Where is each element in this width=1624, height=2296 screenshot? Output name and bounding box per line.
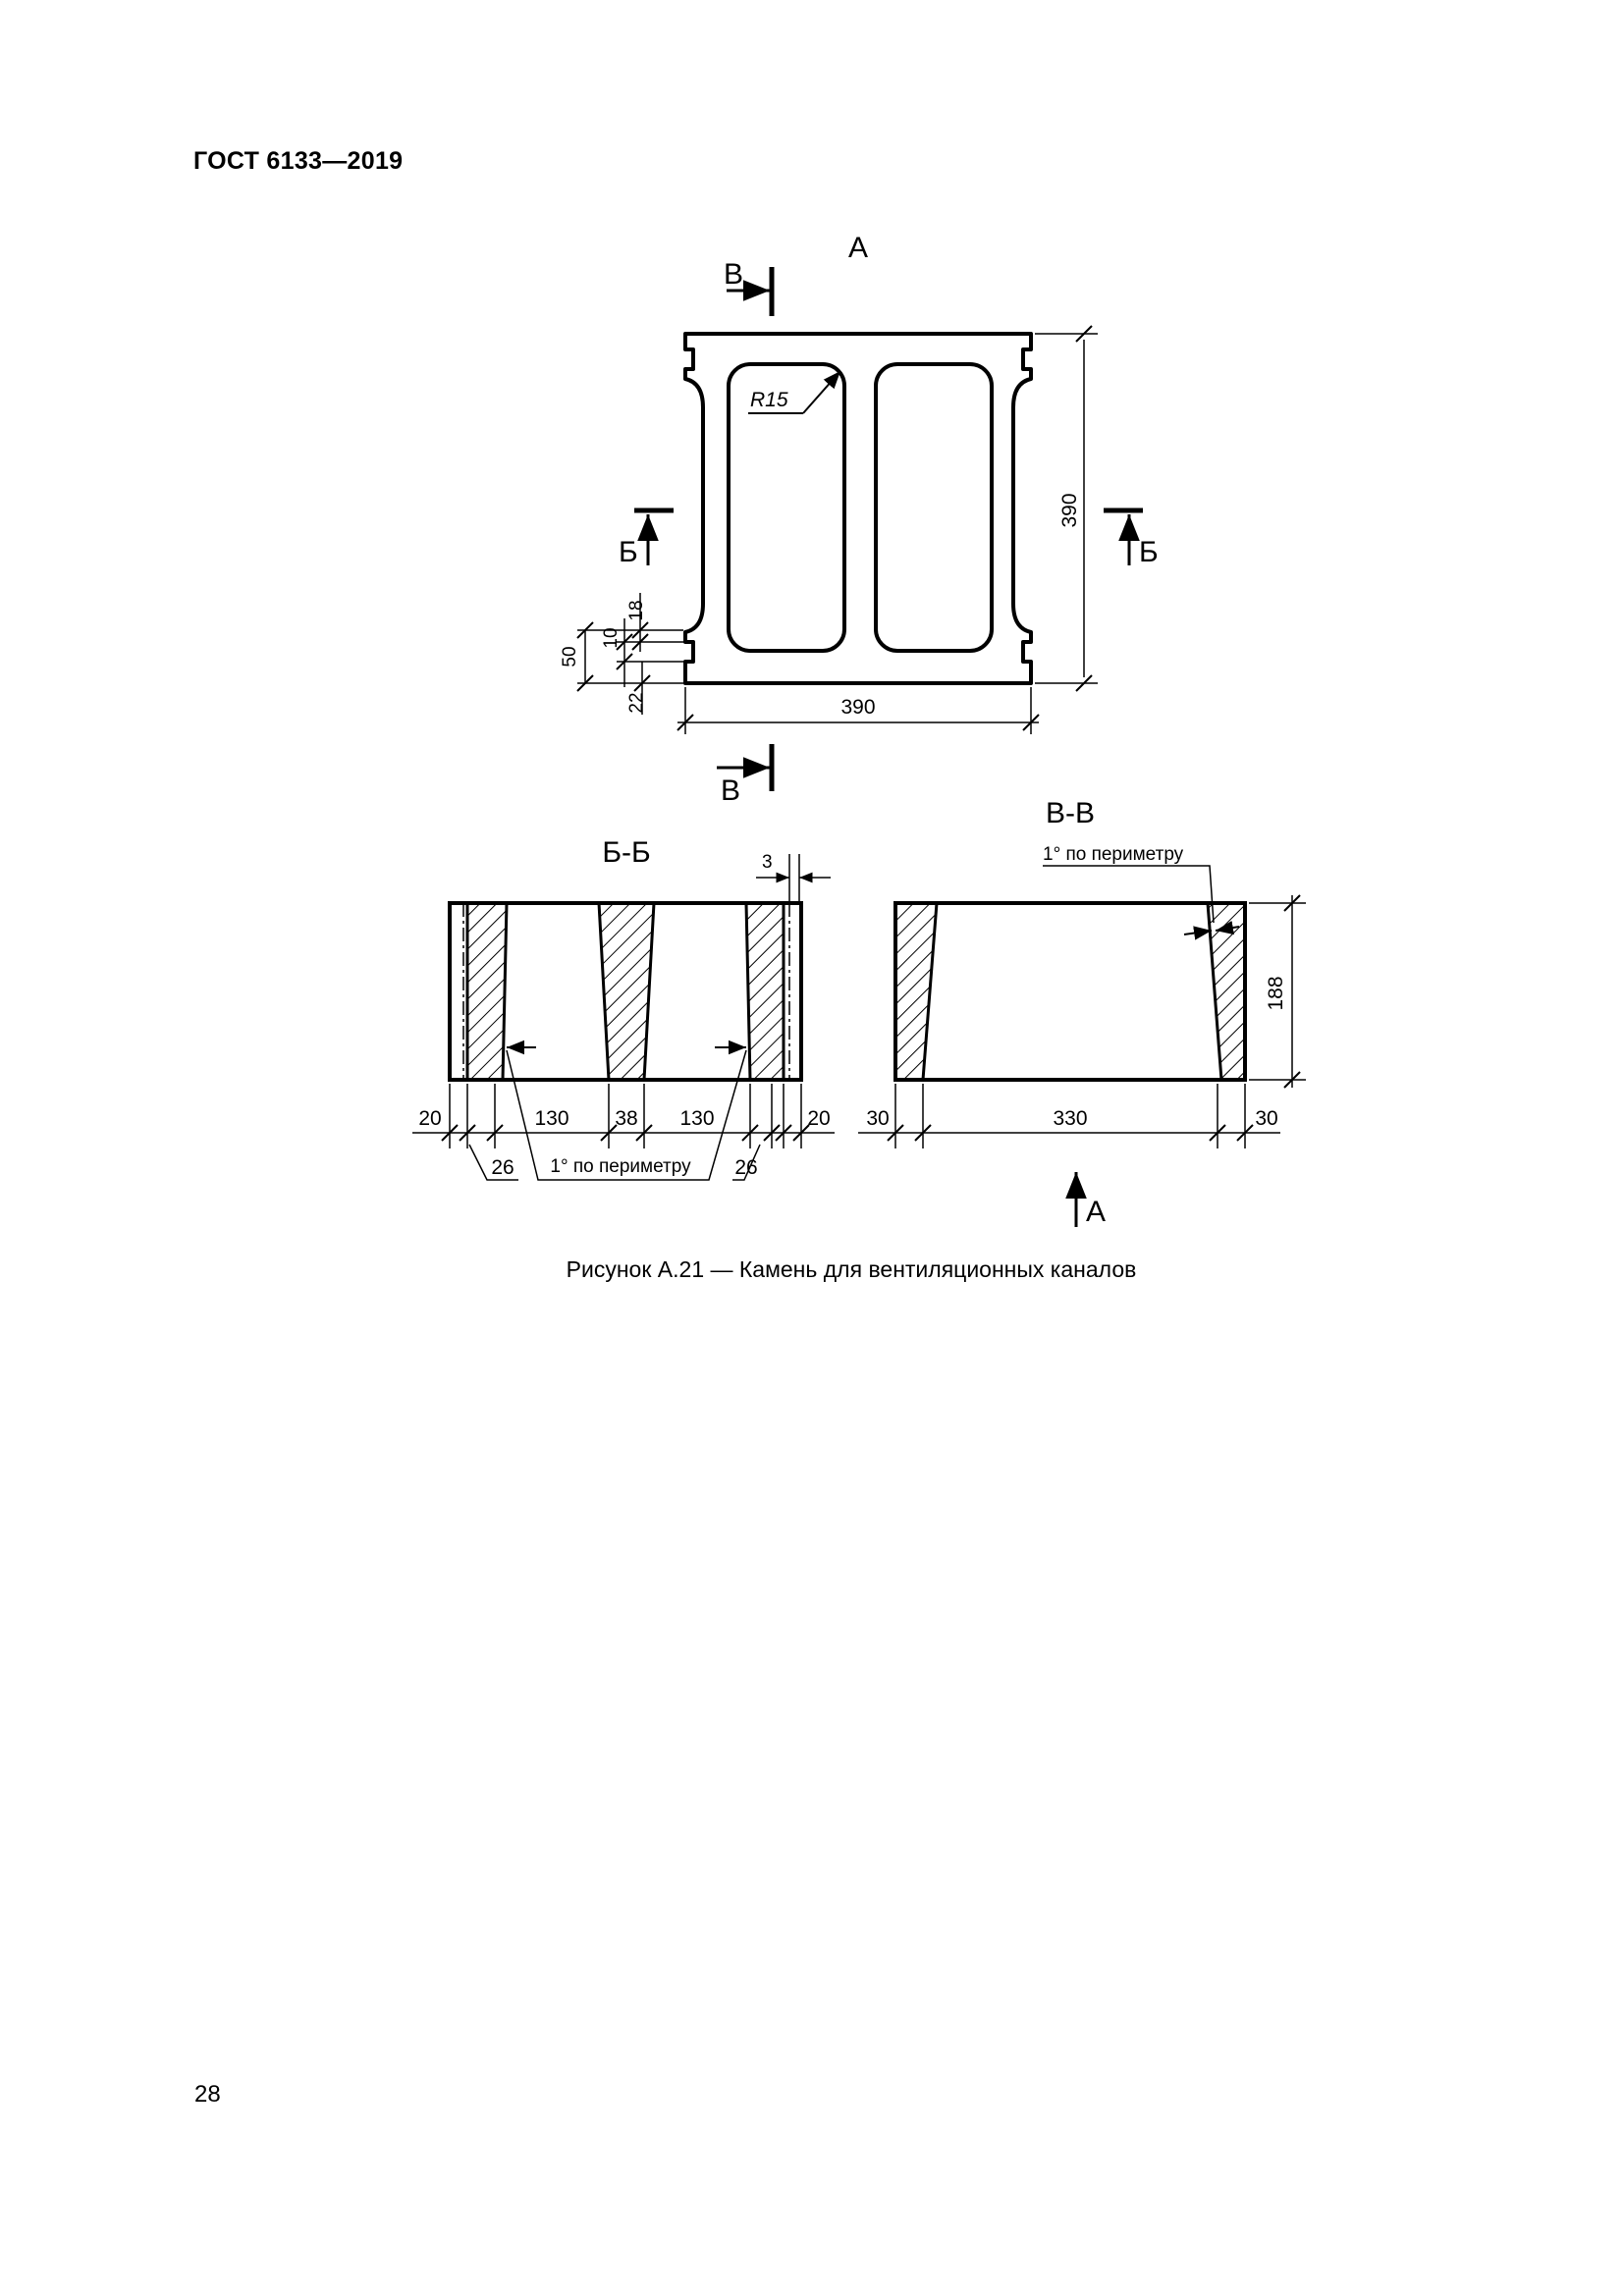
dim-3: 3 bbox=[762, 852, 773, 873]
dim-22: 22 bbox=[626, 692, 647, 714]
radius-label: R15 bbox=[750, 389, 788, 411]
channel-right bbox=[876, 364, 992, 651]
view-a-label: А bbox=[1086, 1196, 1107, 1228]
dim-30-left: 30 bbox=[866, 1107, 890, 1130]
dim-38: 38 bbox=[615, 1107, 638, 1130]
figure-caption: Рисунок А.21 — Камень для вентиляционных каналов bbox=[566, 1256, 1137, 1282]
wall-vv-left bbox=[895, 903, 937, 1080]
block-outline bbox=[685, 334, 1031, 683]
cut-v-top-label: В bbox=[724, 258, 744, 291]
section-bb bbox=[412, 836, 835, 1180]
section-bb-label: Б-Б bbox=[602, 836, 651, 869]
plan-view bbox=[560, 232, 1159, 807]
cut-v-bottom-label: В bbox=[721, 774, 741, 807]
wall-left bbox=[467, 903, 507, 1080]
dim-30-right: 30 bbox=[1255, 1107, 1278, 1130]
dim-130-left: 130 bbox=[534, 1107, 569, 1130]
dim-10: 10 bbox=[601, 627, 622, 649]
plan-width-label: 390 bbox=[840, 696, 876, 719]
plan-view-label: А bbox=[847, 232, 869, 264]
wall-middle bbox=[599, 903, 654, 1080]
taper-note-bb: 1° по периметру bbox=[550, 1156, 691, 1177]
wall-right bbox=[746, 903, 784, 1080]
cut-b-left-label: Б bbox=[619, 536, 638, 568]
cut-b-right-label: Б bbox=[1139, 536, 1159, 568]
dim-130-right: 130 bbox=[679, 1107, 715, 1130]
dim-26-left: 26 bbox=[491, 1156, 514, 1179]
dim-330: 330 bbox=[1053, 1107, 1088, 1130]
page-number: 28 bbox=[194, 2081, 221, 2108]
dim-20-left: 20 bbox=[418, 1107, 442, 1130]
section-vv-label: В-В bbox=[1045, 797, 1096, 829]
dim-50: 50 bbox=[560, 646, 580, 667]
taper-note-vv: 1° по периметру bbox=[1043, 844, 1184, 865]
vv-height-label: 188 bbox=[1265, 976, 1287, 1011]
section-vv-outline bbox=[895, 903, 1245, 1080]
dim-26-right: 26 bbox=[734, 1156, 758, 1179]
document-header: ГОСТ 6133—2019 bbox=[193, 147, 404, 175]
dim-18: 18 bbox=[626, 600, 647, 621]
plan-height-label: 390 bbox=[1058, 493, 1081, 528]
section-vv bbox=[858, 797, 1306, 1228]
dim-20-right: 20 bbox=[807, 1107, 831, 1130]
